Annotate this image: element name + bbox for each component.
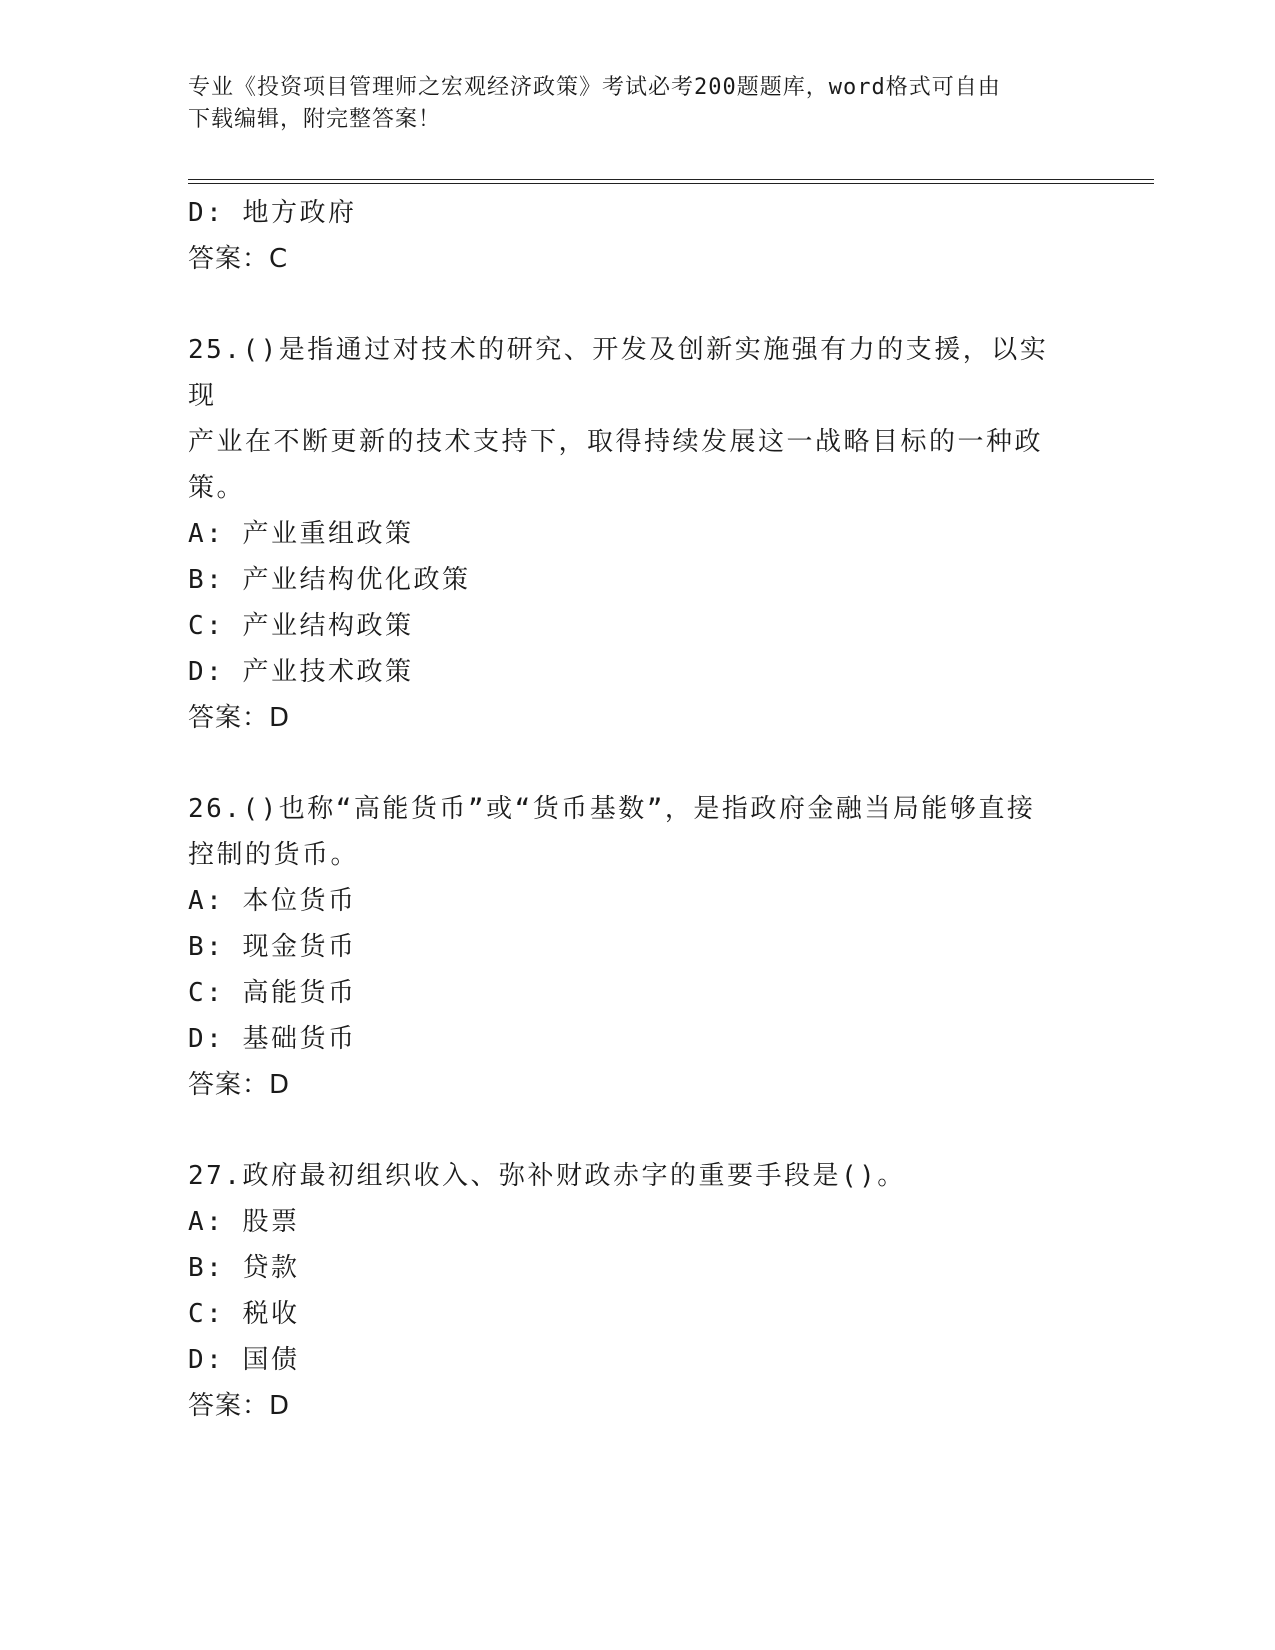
- option-b: B: 现金货币: [188, 932, 357, 962]
- answer: 答案：C: [188, 244, 289, 274]
- option-d: D: 地方政府: [188, 198, 357, 228]
- question-27: [188, 1153, 1068, 1429]
- question-text-line: 控制的货币。: [188, 840, 360, 870]
- option-a: A: 本位货币: [188, 886, 357, 916]
- question-list: [188, 190, 1068, 1429]
- option-d: D: 产业技术政策: [188, 657, 414, 687]
- document-header: [188, 72, 1088, 136]
- question-text-line: 产业在不断更新的技术支持下，取得持续发展这一战略目标的一种政: [188, 427, 1044, 457]
- question-25: [188, 327, 1068, 741]
- option-a: A: 股票: [188, 1207, 300, 1237]
- question-26: [188, 786, 1068, 1108]
- header-line-2: 下载编辑，附完整答案！: [188, 107, 442, 132]
- option-d: D: 国债: [188, 1345, 300, 1375]
- question-text-line: 25.()是指通过对技术的研究、开发及创新实施强有力的支援，以实现: [188, 335, 1049, 411]
- header-line-1: 专业《投资项目管理师之宏观经济政策》考试必考200题题库，word格式可自由: [188, 75, 1001, 100]
- previous-question-tail: [188, 190, 1068, 282]
- answer: 答案：D: [188, 1391, 291, 1421]
- question-text-line: 策。: [188, 473, 246, 503]
- header-divider-bottom: [188, 183, 1154, 184]
- option-c: C: 税收: [188, 1299, 300, 1329]
- option-b: B: 产业结构优化政策: [188, 565, 471, 595]
- header-divider-top: [188, 179, 1154, 180]
- option-c: C: 产业结构政策: [188, 611, 414, 641]
- answer: 答案：D: [188, 1070, 291, 1100]
- option-d: D: 基础货币: [188, 1024, 357, 1054]
- question-text-line: 26.()也称“高能货币”或“货币基数”，是指政府金融当局能够直接: [188, 794, 1036, 824]
- option-b: B: 贷款: [188, 1253, 300, 1283]
- question-text-line: 27.政府最初组织收入、弥补财政赤字的重要手段是()。: [188, 1161, 906, 1191]
- option-a: A: 产业重组政策: [188, 519, 414, 549]
- answer: 答案：D: [188, 703, 291, 733]
- option-c: C: 高能货币: [188, 978, 357, 1008]
